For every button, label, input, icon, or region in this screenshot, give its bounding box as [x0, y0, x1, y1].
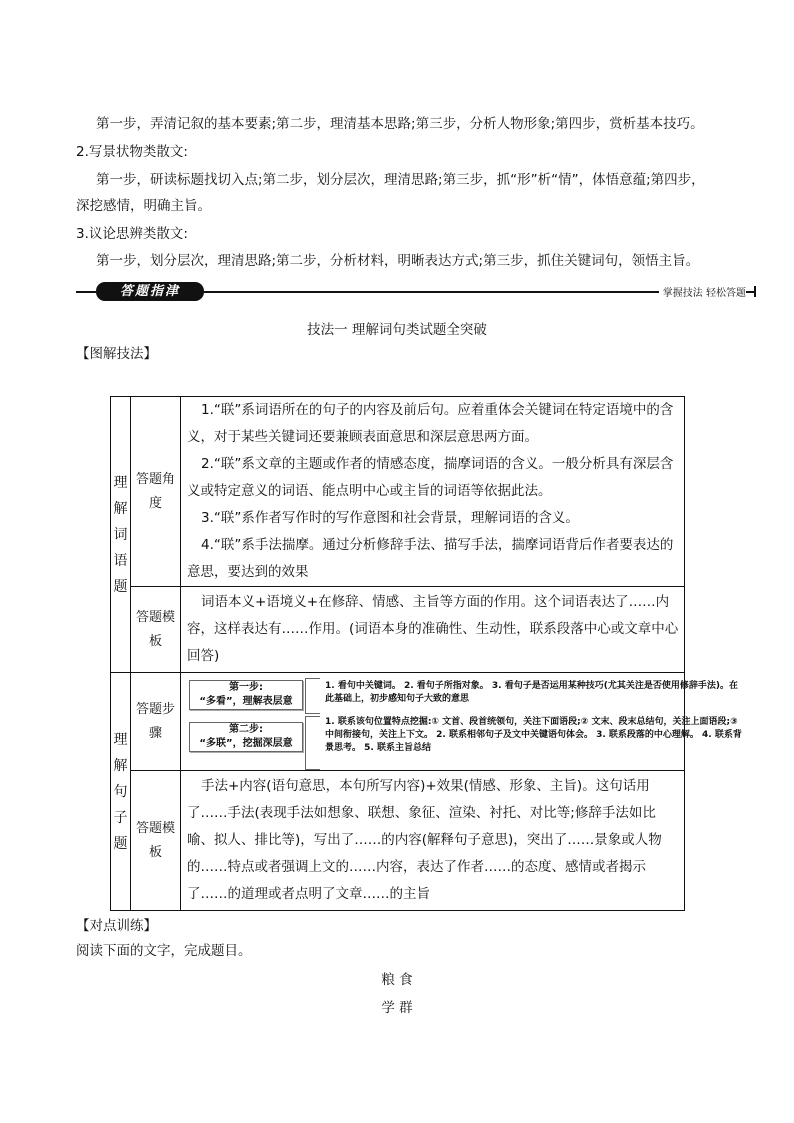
- section-band: [76, 282, 756, 302]
- step1-sub: “多看”，理解表层意: [199, 695, 293, 707]
- angle-item: 4.“联”系手法揣摩。通过分析修辞手法、描写手法，揣摩词语背后作者要表达的意思，要达到的效果: [187, 537, 674, 580]
- group-words-cell: [111, 397, 131, 673]
- angle-item: 2.“联”系文章的主题或作者的情感态度，揣摩词语的含义。一般分析具有深层含义或特定意义的词语、能点明中心或主旨的词语等依据此法。: [187, 456, 674, 499]
- item2-line-1: 第一步，研读标题找切入点;第二步，划分层次，理清思路;第三步，抓“形”析“情”，体悟意蕴;第四步，: [96, 172, 705, 188]
- technique-table: [110, 396, 742, 911]
- group-sentences-char: 理: [113, 731, 128, 748]
- steps-diagram: [181, 674, 742, 770]
- item2-line-2: 深挖感情，明确主旨。: [76, 198, 211, 214]
- item3-title: 3.议论思辨类散文:: [76, 226, 188, 242]
- step1-box: [189, 680, 303, 710]
- angle-item: 1.“联”系词语所在的句子的内容及前后句。应着重体会关键词在特定语境中的含义，对于某些关键词还要兼顾表面意思和深层意思两方面。: [187, 402, 674, 445]
- step1-title: 第一步:: [229, 681, 263, 693]
- step2-desc: 1. 联系该句位置特点挖掘:① 文首、段首统领句，关注下面语段;② 文末、段末总结句，关注上面语段;③ 中间衔接句，关注上下文。 2. 联系相邻句子及文中关键语句体会。 3. 联系段落的中心理解。 4. 联系背景思考。 5. 联系主旨总结: [325, 716, 742, 753]
- template2-content: [181, 771, 685, 911]
- group-words-char: 语: [113, 552, 128, 569]
- template1-content: [181, 587, 685, 673]
- section-title: 技法一 理解词句类试题全突破: [307, 322, 487, 338]
- template1-text: 词语本义+语境义+在修辞、情感、主旨等方面的作用。这个词语表达了……内容，这样表达有……作用。(词语本身的准确性、生动性，联系段落中心或文章中心回答): [187, 594, 679, 664]
- group-words-char: 理: [113, 474, 128, 491]
- group-sentences-char: 解: [113, 757, 128, 774]
- intro-line-1: 第一步，弄清记叙的基本要素;第二步，理清基本思路;第三步，分析人物形象;第四步，赏析基本技巧。: [96, 116, 704, 132]
- band-right-text: 掌握技法 轻松答题: [659, 284, 746, 299]
- band-line-left: [76, 291, 96, 293]
- template2-label: 答题模板: [131, 771, 181, 911]
- angle-label: 答题角度: [131, 397, 181, 587]
- group-words-char: 解: [113, 500, 128, 517]
- group-sentences-char: 子: [113, 809, 128, 826]
- diagram-label: 【图解技法】: [76, 346, 157, 362]
- step1-brace: [305, 678, 320, 714]
- step1-desc: 1. 看句中关键词。 2. 看句子所指对象。 3. 看句子是否运用某种技巧(尤其关注是否使用修辞手法)。在此基础上，初步感知句子大致的意思: [325, 680, 738, 704]
- article-title: 粮 食: [381, 972, 413, 988]
- band-endcap: [754, 286, 756, 297]
- template2-text: 手法+内容(语句意思，本句所写内容)+效果(情感、形象、主旨)。这句话用了……手法(表现手法如想象、联想、象征、渲染、衬托、对比等;修辞手法如比喻、拟人、排比等)，写出了……的内容(解释句子意思)，突出了……景象或人物的……特点或者强调上文的……内容，表达了作者……的态度、感情或者揭示了……的道理或者点明了文章……的主旨: [187, 778, 662, 902]
- group-sentences-char: 句: [113, 783, 128, 800]
- band-tag: 答题指津: [96, 282, 204, 301]
- angle-item: 3.“联”系作者写作时的写作意图和社会背景，理解词语的含义。: [201, 510, 579, 526]
- article-author: 学 群: [381, 1000, 413, 1016]
- steps-label: 答题步骤: [131, 673, 181, 771]
- template1-label: 答题模板: [131, 587, 181, 673]
- practice-instruction: 阅读下面的文字，完成题目。: [76, 943, 252, 959]
- group-sentences-char: 题: [113, 835, 128, 852]
- step2-title: 第二步:: [229, 723, 263, 735]
- step2-sub: “多联”，挖掘深层意: [199, 737, 293, 749]
- steps-content: [181, 673, 742, 771]
- group-words-char: 词: [113, 526, 128, 543]
- group-words-char: 题: [113, 578, 128, 595]
- item3-line-1: 第一步，划分层次，理清思路;第二步，分析材料，明晰表达方式;第三步，抓住关键词句，领悟主旨。: [96, 253, 700, 269]
- item2-title: 2.写景状物类散文:: [76, 144, 188, 160]
- group-sentences-cell: [111, 673, 131, 911]
- practice-label: 【对点训练】: [76, 918, 157, 934]
- step2-box: [189, 722, 303, 752]
- angle-content: [181, 397, 685, 587]
- step2-brace: [305, 716, 320, 770]
